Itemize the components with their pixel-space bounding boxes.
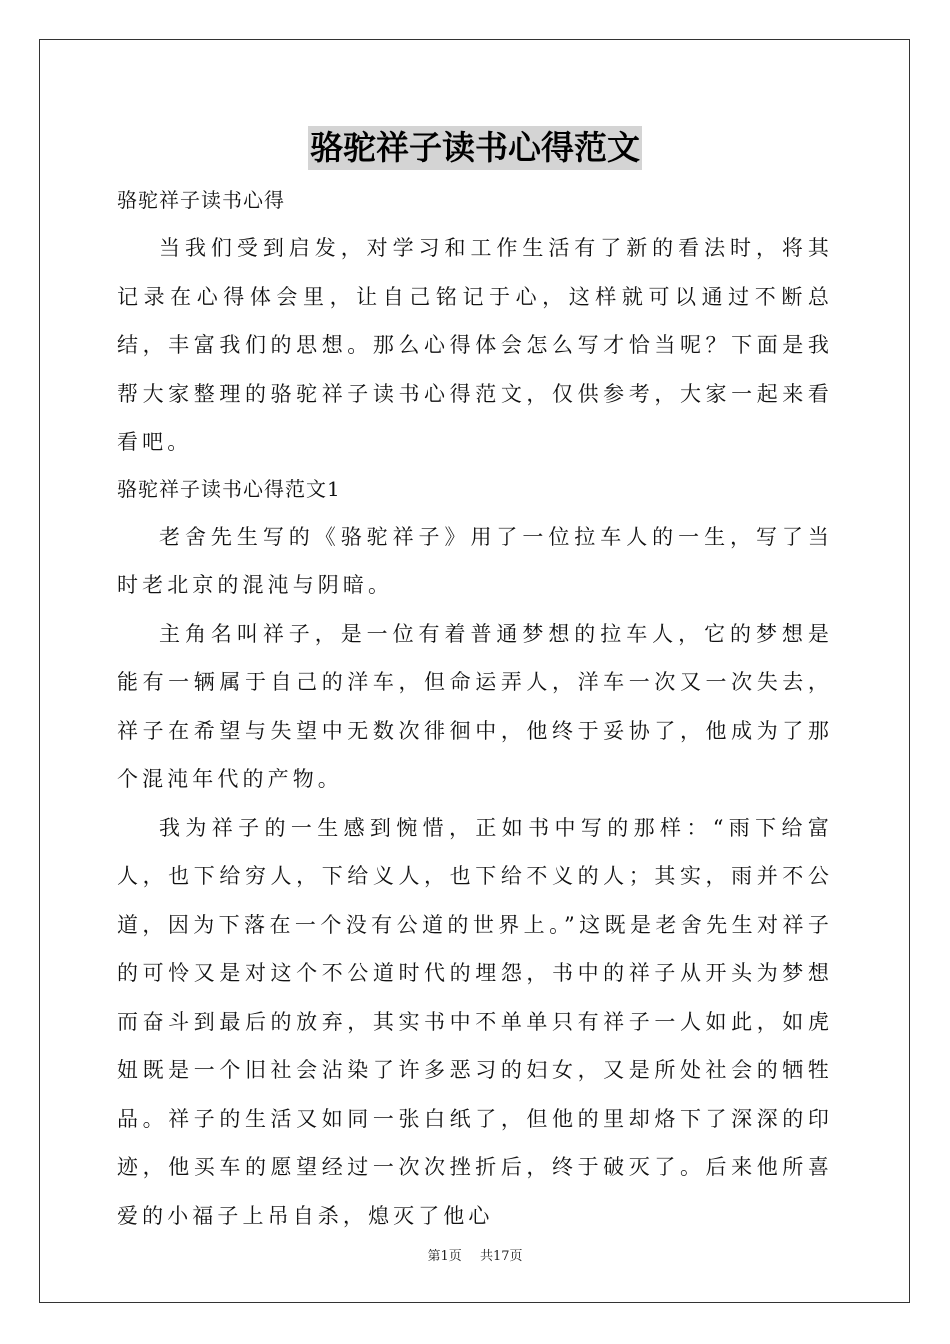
document-title: 骆驼祥子读书心得范文 — [308, 126, 642, 170]
body-paragraph: 老舍先生写的《骆驼祥子》用了一位拉车人的一生，写了当时老北京的混沌与阴暗。 — [117, 524, 833, 597]
title-container — [0, 126, 950, 170]
intro-paragraph: 当我们受到启发，对学习和工作生活有了新的看法时，将其记录在心得体会里，让自己铭记于心，这样就可以通过不断总结，丰富我们的思想。那么心得体会怎么写才恰当呢？下面是我帮大家整理的骆驼祥子读书心得范文，仅供参考，大家一起来看看吧。 — [117, 236, 833, 454]
section-heading: 骆驼祥子读书心得范文1 — [117, 476, 341, 501]
body-paragraph: 我为祥子的一生感到惋惜，正如书中写的那样：“雨下给富人，也下给穷人，下给义人，也下给不义的人；其实，雨并不公道，因为下落在一个没有公道的世界上。”这既是老舍先生对祥子的可怜又是对这个不公道时代的埋怨，书中的祥子从开头为梦想而奋斗到最后的放弃，其实书中不单单只有祥子一人如此，如虎妞既是一个旧社会沾染了许多恶习的妇女，又是所处社会的牺牲品。祥子的生活又如同一张白纸了，但他的里却烙下了深深的印迹，他买车的愿望经过一次次挫折后，终于破灭了。后来他所喜爱的小福子上吊自杀，熄灭了他心 — [117, 815, 833, 1228]
subtitle-heading: 骆驼祥子读书心得 — [117, 188, 285, 212]
document-body — [117, 182, 833, 1240]
page-total: 共17页 — [479, 1249, 523, 1264]
page-number: 第1页 — [427, 1249, 462, 1264]
body-paragraph: 主角名叫祥子，是一位有着普通梦想的拉车人，它的梦想是能有一辆属于自己的洋车，但命运弄人，洋车一次又一次失去，祥子在希望与失望中无数次徘徊中，他终于妥协了，他成为了那个混沌年代的产物。 — [117, 621, 833, 791]
page-footer — [0, 1248, 950, 1266]
